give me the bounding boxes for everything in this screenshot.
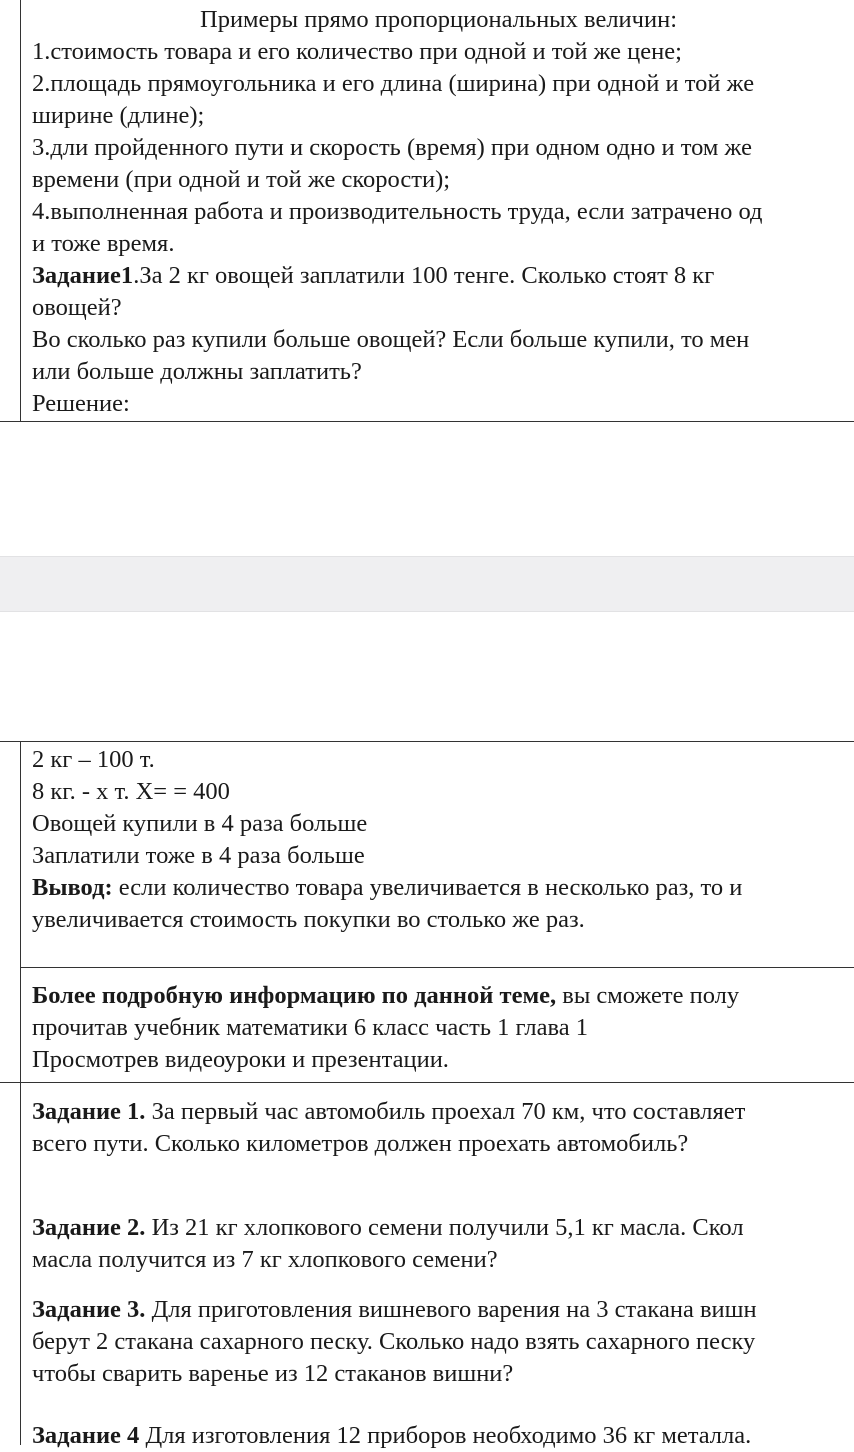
table-left-border [20, 741, 21, 1445]
table-top-border [0, 741, 854, 742]
solution-label: Решение: [32, 390, 130, 417]
task1-cont: овощей? [32, 294, 122, 321]
question-line: Во сколько раз купили больше овощей? Если больше купили, то мен [32, 326, 750, 353]
task-text: Для приготовления вишневого варения на 3 стакана вишн [145, 1296, 757, 1323]
task-text: Из 21 кг хлопкового семени получили 5,1 кг масла. Скол [145, 1214, 744, 1241]
row-divider [0, 1082, 854, 1083]
task-cont: масла получится из 7 кг хлопкового семени? [32, 1246, 498, 1273]
table-left-border [20, 0, 21, 422]
info-line: прочитав учебник математики 6 класс часть 1 глава 1 [32, 1014, 588, 1041]
example-line: и тоже время. [32, 230, 175, 257]
example-line: 3.дли пройденного пути и скорость (время) при одном одно и том же [32, 134, 753, 161]
section-title: Примеры прямо пропорциональных величин: [200, 6, 678, 33]
info-line: Просмотрев видеоуроки и презентации. [32, 1046, 449, 1073]
task1-label: Задание1 [32, 262, 134, 289]
conclusion-line [32, 872, 742, 904]
info-text: вы сможете полу [556, 982, 740, 1009]
conclusion-label: Вывод: [32, 874, 113, 901]
task-text: Для изготовления 12 приборов необходимо 36 кг металла. [139, 1422, 752, 1449]
solution-line: 2 кг – 100 т. [32, 746, 155, 773]
task-line [32, 1096, 745, 1128]
task-cont: всего пути. Сколько километров должен проехать автомобиль? [32, 1130, 689, 1157]
task1-text: .За 2 кг овощей заплатили 100 тенге. Сколько стоят 8 кг [133, 262, 715, 289]
solution-line: Заплатили тоже в 4 раза больше [32, 842, 365, 869]
example-line: 4.выполненная работа и производительность труда, если затрачено од [32, 198, 763, 225]
solution-line: Овощей купили в 4 раза больше [32, 810, 368, 837]
conclusion-cont: увеличивается стоимость покупки во столько же раз. [32, 906, 585, 933]
question-line: или больше должны заплатить? [32, 358, 362, 385]
example-line: времени (при одной и той же скорости); [32, 166, 451, 193]
example-line: ширине (длине); [32, 102, 205, 129]
info-bold: Более подробную информацию по данной теме, [32, 982, 557, 1009]
task1-line [32, 260, 714, 292]
page-separator [0, 556, 854, 612]
task-line [32, 1212, 744, 1244]
task-text: За первый час автомобиль проехал 70 км, что составляет [145, 1098, 746, 1125]
task-label: Задание 2. [32, 1214, 146, 1241]
task-label: Задание 1. [32, 1098, 146, 1125]
task-cont: берут 2 стакана сахарного песку. Сколько надо взять сахарного песку [32, 1328, 756, 1355]
solution-line: 8 кг. - х т. Х= = 400 [32, 778, 230, 805]
task-line [32, 1294, 757, 1326]
table-bottom-border [0, 421, 854, 422]
info-line [32, 980, 739, 1012]
example-line: 1.стоимость товара и его количество при одной и той же цене; [32, 38, 682, 65]
task-label: Задание 3. [32, 1296, 146, 1323]
example-line: 2.площадь прямоугольника и его длина (ширина) при одной и той же [32, 70, 755, 97]
row-divider [20, 967, 854, 968]
conclusion-text: если количество товара увеличивается в несколько раз, то и [112, 874, 743, 901]
task-label: Задание 4 [32, 1422, 140, 1449]
task-cont: чтобы сварить варенье из 12 стаканов вишни? [32, 1360, 514, 1387]
task-line [32, 1420, 751, 1452]
